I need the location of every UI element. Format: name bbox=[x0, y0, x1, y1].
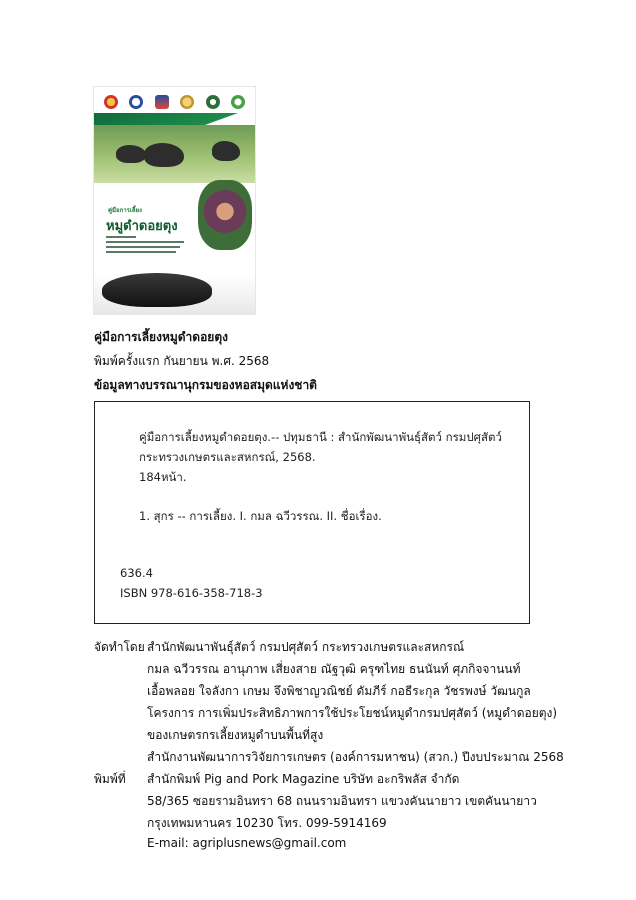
cip-class-number: 636.4 bbox=[120, 566, 153, 580]
green-logo-icon bbox=[231, 95, 245, 109]
book-title: คู่มือการเลี้ยงหมูดำดอยตุง bbox=[94, 330, 228, 344]
cip-line-3: 184หน้า. bbox=[139, 470, 187, 484]
cover-people-photo bbox=[198, 180, 252, 250]
printer-line: กรุงเทพมหานคร 10230 โทร. 099-5914169 bbox=[147, 816, 387, 830]
producer-line: เอื้อพลอย ใจลังกา เกษม จึงพิชาญวณิชย์ ดัมภีร์ กอธีระกุล วัชรพงษ์ วัฒนกูล bbox=[147, 684, 531, 698]
producer-line: สำนักงานพัฒนาการวิจัยการเกษตร (องค์การมหาชน) (สวก.) ปีงบประมาณ 2568 bbox=[147, 750, 564, 764]
edition-line: พิมพ์ครั้งแรก กันยายน พ.ศ. 2568 bbox=[94, 354, 270, 368]
producer-line: โครงการ การเพิ่มประสิทธิภาพการใช้ประโยชน์หมูดำกรมปศุสัตว์ (หมูดำดอยตุง) bbox=[147, 706, 558, 720]
ag-logo-icon bbox=[129, 95, 143, 109]
cip-line-2: กระทรวงเกษตรและสหกรณ์, 2568. bbox=[139, 450, 316, 464]
cip-subjects: 1. สุกร -- การเลี้ยง. I. กมล ฉวีวรรณ. II. ชื่อเรื่อง. bbox=[139, 509, 382, 523]
cover-title: หมูดำดอยตุง bbox=[106, 219, 178, 234]
cip-box bbox=[94, 401, 530, 624]
printer-label: พิมพ์ที่ bbox=[94, 772, 126, 786]
printer-line: 58/365 ซอยรามอินทรา 68 ถนนรามอินทรา แขวงคันนายาว เขตคันนายาว bbox=[147, 794, 537, 808]
producer-label: จัดทำโดย bbox=[94, 640, 145, 654]
university-logo-icon bbox=[206, 95, 220, 109]
cover-pig-photo bbox=[94, 125, 255, 185]
producer-line: กมล ฉวีวรรณ อานุภาพ เสี่ยงสาย ณัฐวุฒิ ครุฑไทย ธนนันท์ ศุภกิจจานนท์ bbox=[147, 662, 521, 676]
cover-bottom-pig-photo bbox=[102, 273, 212, 307]
cip-isbn: ISBN 978-616-358-718-3 bbox=[120, 586, 263, 600]
printer-line: สำนักพิมพ์ Pig and Pork Magazine บริษัท อะกริพลัส จำกัด bbox=[147, 772, 460, 786]
cip-line-1: คู่มือการเลี้ยงหมูดำดอยตุง.-- ปทุมธานี : สำนักพัฒนาพันธุ์สัตว์ กรมปศุสัตว์ bbox=[139, 430, 502, 444]
royal-seal-icon bbox=[180, 95, 194, 109]
producer-line: ของเกษตรกรเลี้ยงหมูดำบนพื้นที่สูง bbox=[147, 728, 324, 742]
sw-logo-icon bbox=[155, 95, 169, 109]
producer-line: สำนักพัฒนาพันธุ์สัตว์ กรมปศุสัตว์ กระทรวงเกษตรและสหกรณ์ bbox=[147, 640, 465, 654]
book-cover-image bbox=[94, 87, 255, 314]
cover-small-text bbox=[106, 236, 184, 256]
cover-subtitle: คู่มือการเลี้ยง bbox=[108, 207, 142, 214]
cip-heading: ข้อมูลทางบรรณานุกรมของหอสมุดแห่งชาติ bbox=[94, 378, 317, 392]
dld-logo-icon bbox=[104, 95, 118, 109]
printer-email: E-mail: agriplusnews@gmail.com bbox=[147, 836, 347, 850]
